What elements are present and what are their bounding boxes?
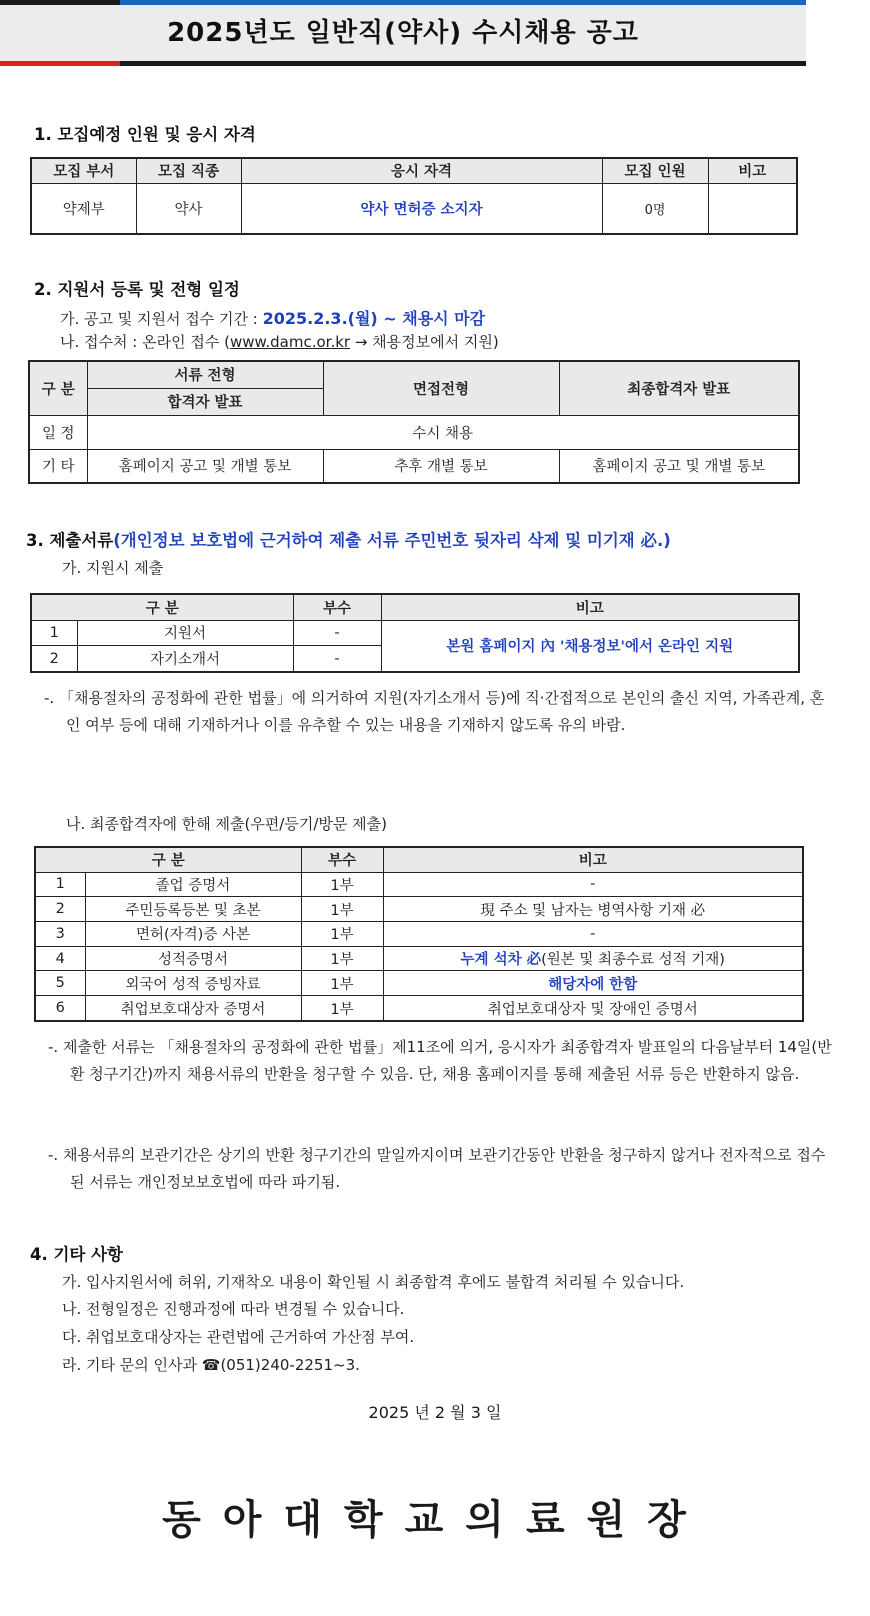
table-header: 부수: [301, 847, 383, 872]
note-item: 나. 전형일정은 진행과정에 따라 변경될 수 있습니다.: [62, 1300, 405, 1318]
table-cell: [708, 183, 797, 234]
table-cell-count: 1부: [301, 921, 383, 946]
table-header: 비고: [381, 594, 799, 620]
announcement-date: 2025 년 2 월 3 일: [368, 1403, 502, 1422]
table-cell-note: [383, 946, 803, 971]
table-cell-no: 2: [31, 646, 77, 672]
table-cell: 추후 개별 통보: [323, 449, 559, 483]
table-cell: 홈페이지 공고 및 개별 통보: [87, 449, 323, 483]
table-row: [35, 872, 803, 897]
application-docs-table: [30, 593, 800, 673]
table-header: 모집 직종: [136, 158, 241, 183]
table-header: 최종합격자 발표: [559, 361, 799, 415]
table-header: 면접전형: [323, 361, 559, 415]
table-row-label: 일 정: [29, 415, 87, 449]
issuer-name: 동아대학교의료원장: [162, 1497, 708, 1543]
table-cell-count: -: [293, 620, 381, 646]
table-row-label: 기 타: [29, 449, 87, 483]
table-cell-note: 現 주소 및 남자는 병역사항 기재 必: [383, 897, 803, 922]
schedule-line-b-label: 나. 접수처 : 온라인 접수 (: [60, 333, 230, 351]
table-cell-note: 해당자에 한함: [383, 971, 803, 996]
table-cell-no: 5: [35, 971, 85, 996]
table-cell: 0명: [602, 183, 708, 234]
table-cell-qualification: 약사 면허증 소지자: [241, 183, 602, 234]
table-cell-count: 1부: [301, 872, 383, 897]
table-row: [35, 996, 803, 1021]
section-3-heading: [26, 527, 671, 551]
website-link[interactable]: www.damc.or.kr: [229, 333, 351, 351]
table-cell-note: -: [383, 872, 803, 897]
table-row: [35, 897, 803, 922]
table-cell-count: 1부: [301, 897, 383, 922]
table-cell-no: 3: [35, 921, 85, 946]
table-cell-count: 1부: [301, 946, 383, 971]
table-header: 비고: [708, 158, 797, 183]
note-item: 다. 취업보호대상자는 관련법에 근거하여 가산점 부여.: [62, 1328, 415, 1346]
table-cell: 약사: [136, 183, 241, 234]
table-cell-count: 1부: [301, 971, 383, 996]
section-2-heading: 2. 지원서 등록 및 전형 일정: [34, 280, 240, 299]
schedule-line-a-label: 가. 공고 및 지원서 접수 기간 :: [60, 310, 258, 328]
retention-notice: -. 채용서류의 보관기간은 상기의 반환 청구기간의 말일까지이며 보관기간동안 반환을 청구하지 않거나 전자적으로 접수된 서류는 개인정보보호법에 따라 파기됨.: [48, 1146, 826, 1191]
table-header: 구 분: [35, 847, 301, 872]
table-cell-name: 주민등록등본 및 초본: [85, 897, 301, 922]
table-cell-no: 4: [35, 946, 85, 971]
table-cell-count: -: [293, 646, 381, 672]
table-row: [35, 921, 803, 946]
table-cell: 홈페이지 공고 및 개별 통보: [559, 449, 799, 483]
table-cell-no: 1: [31, 620, 77, 646]
table-cell-no: 2: [35, 897, 85, 922]
note-emphasis: 누계 석차 必: [460, 952, 542, 969]
table-header: 서류 전형: [87, 361, 323, 388]
table-cell-name: 졸업 증명서: [85, 872, 301, 897]
recruitment-table: [30, 157, 798, 235]
table-header: 비고: [383, 847, 803, 872]
final-docs-table: [34, 846, 804, 1022]
table-cell-name: 취업보호대상자 증명서: [85, 996, 301, 1021]
fairness-notice: -. 「채용절차의 공정화에 관한 법률」에 의거하여 지원(자기소개서 등)에 직·간접적으로 본인의 출신 지역, 가족관계, 혼인 여부 등에 대해 기재하거나 이를 유추할 수 있는 내용을 기재하지 않도록 유의 바람.: [44, 689, 825, 734]
schedule-line-b-suffix: → 채용정보에서 지원): [354, 333, 499, 351]
section-3-note: (개인정보 보호법에 근거하여 제출 서류 주민번호 뒷자리 삭제 및 미기재 必.): [113, 531, 671, 550]
table-row: [35, 946, 803, 971]
table-cell-note: 본원 홈페이지 內 '채용정보'에서 온라인 지원: [381, 620, 799, 672]
table-cell-no: 6: [35, 996, 85, 1021]
page-title: 2025년도 일반직(약사) 수시채용 공고: [167, 18, 639, 48]
banner-stripe-red: [0, 61, 120, 66]
table-cell: 수시 채용: [87, 415, 799, 449]
banner-stripe-dark-bottom: [120, 61, 806, 66]
table-header: 합격자 발표: [87, 388, 323, 415]
sub-heading-a: 가. 지원시 제출: [62, 559, 164, 577]
table-cell: 약제부: [31, 183, 136, 234]
schedule-line-b: [60, 331, 499, 352]
table-header: 구 분: [29, 361, 87, 415]
table-cell-name: 성적증명서: [85, 946, 301, 971]
table-cell-name: 지원서: [77, 620, 293, 646]
return-notice: -. 제출한 서류는 「채용절차의 공정화에 관한 법률」제11조에 의거, 응시자가 최종합격자 발표일의 다음날부터 14일(반환 청구기간)까지 채용서류의 반환을 청구할 수 있음. 단, 채용 홈페이지를 통해 제출된 서류 등은 반환하지 않음.: [48, 1038, 832, 1083]
schedule-table: [28, 360, 800, 484]
table-cell-name: 자기소개서: [77, 646, 293, 672]
table-cell-name: 외국어 성적 증빙자료: [85, 971, 301, 996]
note-rest: (원본 및 최종수료 성적 기재): [541, 952, 725, 969]
schedule-line-a-value: 2025.2.3.(월) ~ 채용시 마감: [262, 309, 486, 328]
note-item: 가. 입사지원서에 허위, 기재착오 내용이 확인될 시 최종합격 후에도 불합격 처리될 수 있습니다.: [62, 1273, 685, 1291]
table-cell-count: 1부: [301, 996, 383, 1021]
table-cell-note: 취업보호대상자 및 장애인 증명서: [383, 996, 803, 1021]
note-item: 라. 기타 문의 인사과 ☎(051)240-2251~3.: [62, 1356, 360, 1374]
table-header: 모집 인원: [602, 158, 708, 183]
section-4-heading: 4. 기타 사항: [30, 1245, 123, 1264]
table-cell-no: 1: [35, 872, 85, 897]
section-1-heading: 1. 모집예정 인원 및 응시 자격: [34, 125, 256, 144]
table-header: 구 분: [31, 594, 293, 620]
table-header: 모집 부서: [31, 158, 136, 183]
table-row: [35, 971, 803, 996]
table-cell-name: 면허(자격)증 사본: [85, 921, 301, 946]
table-header: 부수: [293, 594, 381, 620]
table-header: 응시 자격: [241, 158, 602, 183]
sub-heading-b: 나. 최종합격자에 한해 제출(우편/등기/방문 제출): [66, 815, 387, 833]
title-banner: [0, 0, 806, 66]
table-cell-note: -: [383, 921, 803, 946]
schedule-line-a: [60, 306, 485, 329]
section-3-title: 3. 제출서류: [26, 531, 114, 550]
